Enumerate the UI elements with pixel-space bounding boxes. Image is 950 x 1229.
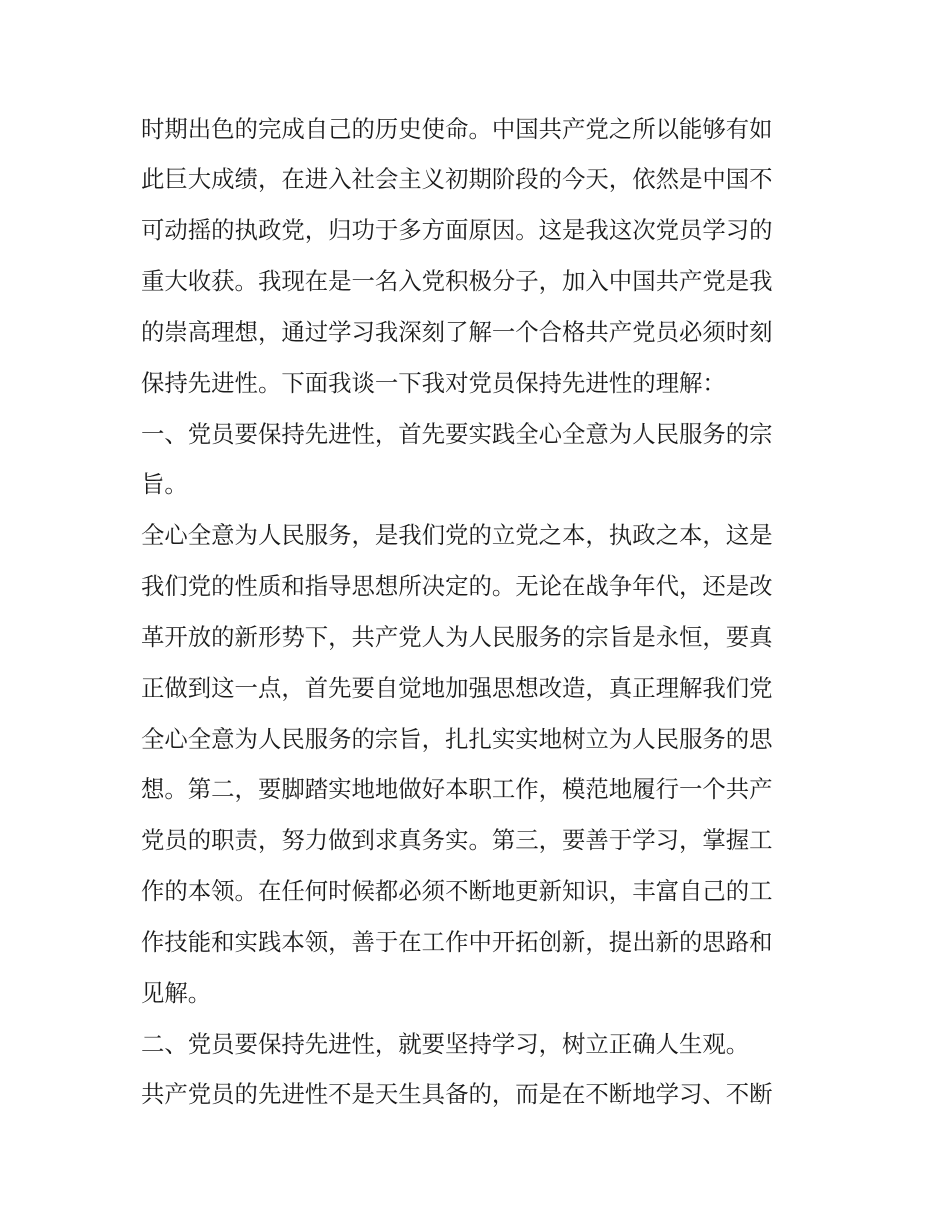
section-heading-1: 一、党员要保持先进性，首先要实践全心全意为人民服务的宗 <box>141 420 773 448</box>
text-line: 作技能和实践本领，善于在工作中开拓创新，提出新的思路和 <box>141 928 773 956</box>
text-line: 可动摇的执政党，归功于多方面原因。这是我这次党员学习的 <box>141 216 773 244</box>
text-line: 全心全意为人民服务的宗旨，扎扎实实地树立为人民服务的思 <box>141 725 773 753</box>
section-heading-2: 二、党员要保持先进性，就要坚持学习，树立正确人生观。 <box>141 1030 750 1058</box>
text-line: 全心全意为人民服务，是我们党的立党之本，执政之本，这是 <box>141 521 773 549</box>
text-line: 时期出色的完成自己的历史使命。中国共产党之所以能够有如 <box>141 115 773 143</box>
text-line: 见解。 <box>141 979 212 1007</box>
text-line: 党员的职责，努力做到求真务实。第三，要善于学习，掌握工 <box>141 826 773 854</box>
text-line: 革开放的新形势下，共产党人为人民服务的宗旨是永恒，要真 <box>141 623 773 651</box>
text-line: 正做到这一点，首先要自觉地加强思想改造，真正理解我们党 <box>141 674 773 702</box>
text-line: 重大收获。我现在是一名入党积极分子，加入中国共产党是我 <box>141 267 773 295</box>
text-line: 此巨大成绩，在进入社会主义初期阶段的今天，依然是中国不 <box>141 165 773 193</box>
text-line: 共产党员的先进性不是天生具备的，而是在不断地学习、不断 <box>141 1080 773 1108</box>
text-line: 作的本领。在任何时候都必须不断地更新知识，丰富自己的工 <box>141 877 773 905</box>
text-line: 保持先进性。下面我谈一下我对党员保持先进性的理解： <box>141 369 726 397</box>
text-line: 想。第二，要脚踏实地地做好本职工作，模范地履行一个共产 <box>141 775 773 803</box>
text-line: 我们党的性质和指导思想所决定的。无论在战争年代，还是改 <box>141 572 773 600</box>
text-line: 的崇高理想，通过学习我深刻了解一个合格共产党员必须时刻 <box>141 318 773 346</box>
section-heading-1-continuation: 旨。 <box>141 470 188 498</box>
